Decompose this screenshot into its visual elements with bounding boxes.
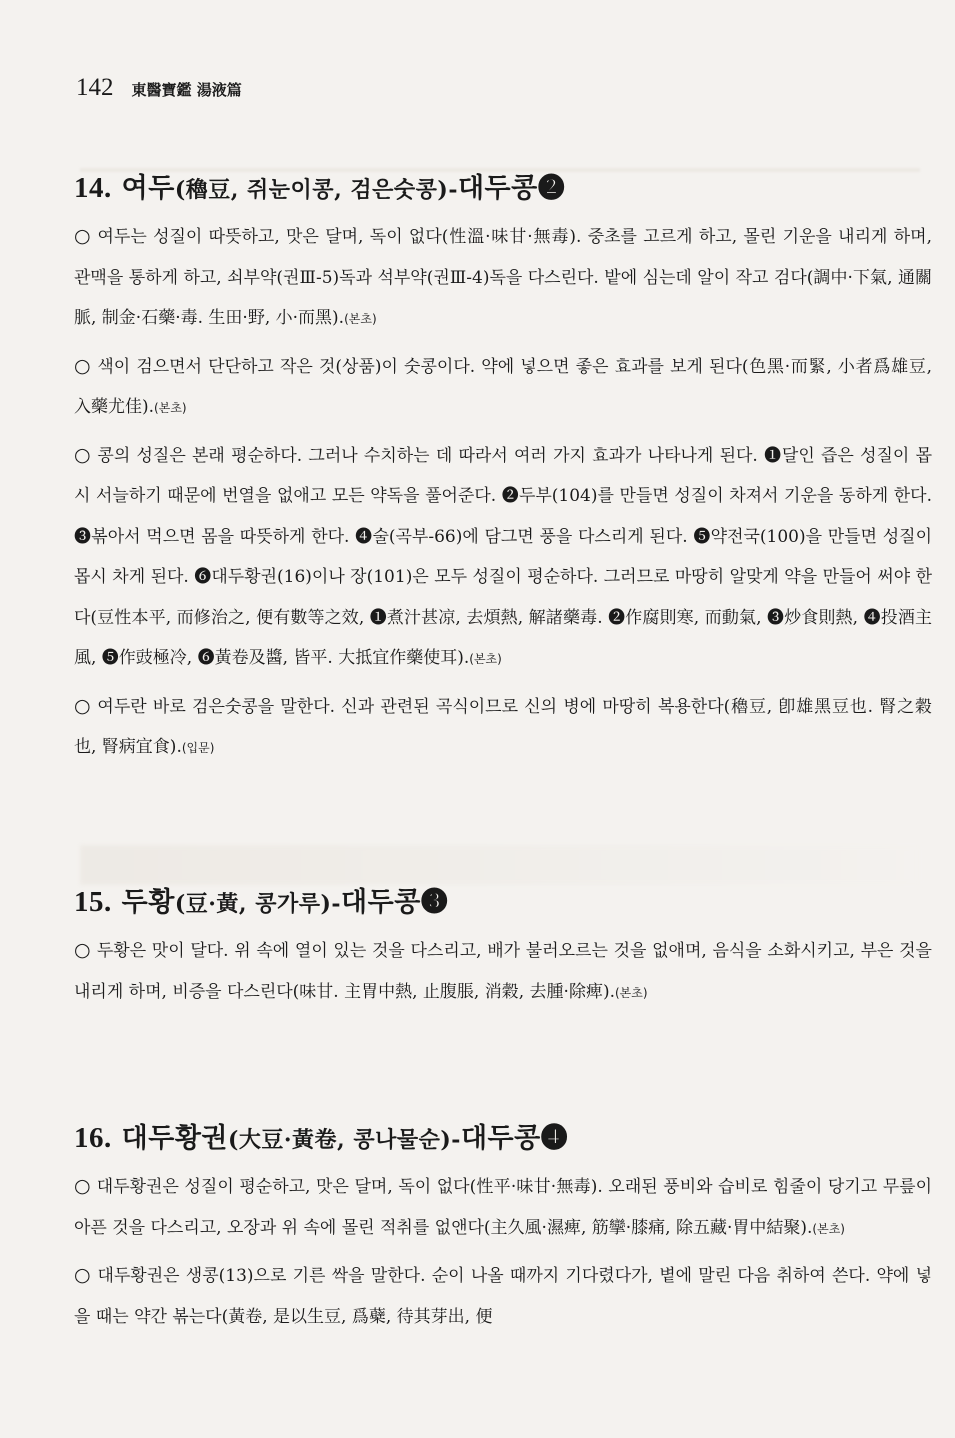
entry-paragraph [74, 1255, 932, 1338]
entry-paragraph [74, 1166, 932, 1249]
herb-name: 두황 [121, 887, 175, 918]
section-number: 15. [74, 886, 112, 918]
source-citation: (본초) [154, 401, 187, 415]
paragraph-text: 대두황권은 생콩(13)으로 기른 싹을 말한다. 순이 나올 때까지 기다렸다가, 볕에 말린 다음 취하여 쓴다. 약에 넣을 때는 약간 볶는다(黃卷, 是以生豆, 爲蘗, 待其芽出, 便 [74, 1266, 932, 1327]
source-citation: (본초) [469, 652, 502, 666]
herb-name: 대두황권 [121, 1123, 228, 1154]
section-heading [74, 1118, 932, 1160]
circle-bullet-icon: ○ [74, 354, 92, 377]
book-title: 東醫寶鑑 湯液篇 [131, 81, 242, 99]
circle-bullet-icon: ○ [74, 694, 92, 717]
paragraph-text: 대두황권은 성질이 평순하고, 맛은 달며, 독이 없다(性平·味甘·無毒). 오래된 풍비와 습비로 힘줄이 당기고 무릎이 아픈 것을 다스리고, 오장과 위 속에 몰린 적취를 없앤다(主久風·濕痺, 筋攣·膝痛, 除五藏·胃中結聚). [74, 1177, 932, 1238]
paragraph-text: 두황은 맛이 달다. 위 속에 열이 있는 것을 다스리고, 배가 불러오르는 것을 없애며, 음식을 소화시키고, 부은 것을 내리게 하며, 비증을 다스린다(味甘. 主胃中熱, 止腹脹, 消穀, 去腫·除痺). [74, 941, 932, 1002]
heading-dash: - [451, 1127, 461, 1153]
herb-family: 대두콩❸ [341, 887, 449, 918]
source-citation: (본초) [344, 312, 377, 326]
page-number: 142 [76, 74, 114, 101]
entry-paragraph [74, 930, 932, 1013]
entry-paragraph [74, 686, 932, 769]
section-heading [74, 882, 932, 924]
herb-synonyms: (豆·黃, 콩가루) [174, 891, 332, 917]
section-number: 16. [74, 1122, 112, 1154]
circle-bullet-icon: ○ [74, 443, 92, 466]
circle-bullet-icon: ○ [74, 939, 91, 961]
circle-bullet-icon: ○ [74, 1264, 92, 1286]
section-15 [74, 882, 932, 1013]
source-citation: (입문) [181, 741, 215, 755]
herb-family: 대두콩❷ [457, 173, 566, 204]
paragraph-text: 여두는 성질이 따뜻하고, 맛은 달며, 독이 없다(性溫·味甘·無毒). 중초를 고르게 하고, 몰린 기운을 내리게 하며, 관맥을 통하게 하고, 쇠부약(권Ⅲ-5)독과 석부약(권Ⅲ-4)독을 다스린다. 밭에 심는데 알이 작고 검다(調中·下氣, 通關脈, 制金·石藥·毒. 生田·野, 小·而黑). [74, 227, 932, 328]
section-14 [74, 168, 932, 769]
bleed-through-shade [80, 845, 920, 885]
entry-paragraph [74, 346, 932, 429]
paragraph-text: 색이 검으면서 단단하고 작은 것(상품)이 숫콩이다. 약에 넣으면 좋은 효과를 보게 된다(色黑·而緊, 小者爲雄豆, 入藥尤佳). [74, 356, 932, 417]
paragraph-text: 콩의 성질은 본래 평순하다. 그러나 수치하는 데 따라서 여러 가지 효과가 나타나게 된다. ❶달인 즙은 성질이 몹시 서늘하기 때문에 번열을 없애고 모든 약독을 풀어준다. ❷두부(104)를 만들면 성질이 차져서 기운을 동하게 한다. ❸볶아서 먹으면 몸을 따뜻하게 한다. ❹술(곡부-66)에 담그면 풍을 다스리게 된다. ❺약전국(100)을 만들면 성질이 몹시 차게 된다. ❻대두황권(16)이나 장(101)은 모두 성질이 평순하다. 그러므로 마땅히 알맞게 약을 만들어 써야 한다(豆性本平, 而修治之, 便有數等之效, ❶煮汁甚凉, 去煩熱, 解諸藥毒. ❷作腐則寒, 而動氣, ❸炒食則熱, ❹投酒主風, ❺作豉極冷, ❻黃卷及醬, 皆平. 大抵宜作藥使耳). [74, 445, 932, 668]
herb-synonyms: (穭豆, 쥐눈이콩, 검은숫콩) [174, 177, 449, 203]
herb-synonyms: (大豆·黃卷, 콩나물순) [227, 1127, 452, 1153]
entry-paragraph [74, 435, 932, 680]
heading-dash: - [331, 891, 342, 917]
paragraph-text: 여두란 바로 검은숫콩을 말한다. 신과 관련된 곡식이므로 신의 병에 마땅히 복용한다(穭豆, 卽雄黑豆也. 腎之穀也, 腎病宜食). [74, 696, 932, 757]
section-heading [74, 168, 932, 210]
entry-paragraph [74, 216, 932, 340]
circle-bullet-icon: ○ [74, 225, 92, 247]
heading-dash: - [448, 177, 458, 203]
herb-family: 대두콩❹ [460, 1123, 569, 1154]
circle-bullet-icon: ○ [74, 1175, 91, 1197]
section-16 [74, 1118, 932, 1338]
source-citation: (본초) [614, 985, 648, 1000]
herb-name: 여두 [121, 173, 175, 204]
section-number: 14. [74, 172, 112, 204]
running-head [76, 74, 242, 106]
source-citation: (본초) [812, 1221, 845, 1236]
